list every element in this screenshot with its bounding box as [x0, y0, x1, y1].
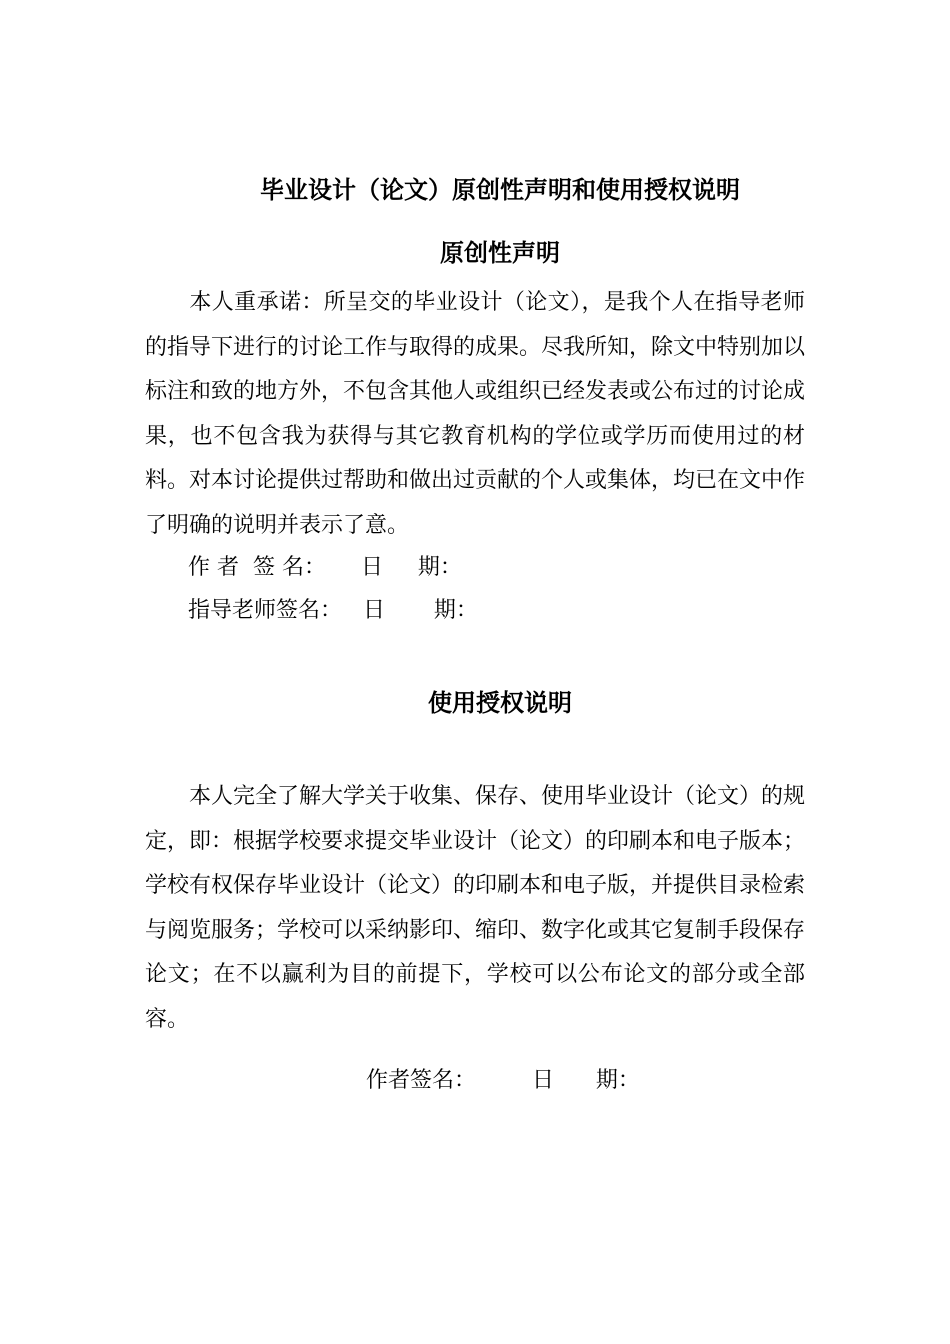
authorization-text: 本人完全了解大学关于收集、保存、使用毕业设计（论文）的规定，即：根据学校要求提交毕业设计（论文）的印刷本和电子版本；学校有权保存毕业设计（论文）的印刷本和电子版，并提供目录检索与阅览服务；学校可以采纳影印、缩印、数字化或其它复制手段保存论文；在不以赢利为目的前提下，学校可以公布论文的部分或全部容。: [145, 784, 806, 1032]
authorization-heading: 使用授权说明: [428, 689, 572, 717]
originality-text: 本人重承诺：所呈交的毕业设计（论文），是我个人在指导老师的指导下进行的讨论工作与取得的成果。尽我所知，除文中特别加以标注和致的地方外，不包含其他人或组织已经发表或公布过的讨论成果，也不包含我为获得与其它教育机构的学位或学历而使用过的材料。对本讨论提供过帮助和做出过贡献的个人或集体，均已在文中作了明确的说明并表示了意。: [145, 290, 806, 538]
originality-author-signature: 作 者 签 名： 日 期：: [188, 555, 462, 580]
authorization-paragraph: [145, 775, 805, 1042]
originality-advisor-signature: 指导老师签名： 日 期：: [188, 598, 478, 623]
originality-paragraph: [145, 281, 805, 548]
originality-heading: 原创性声明: [440, 239, 560, 267]
main-title: 毕业设计（论文）原创性声明和使用授权说明: [260, 176, 740, 204]
authorization-author-signature: 作者签名： 日 期：: [366, 1068, 640, 1093]
